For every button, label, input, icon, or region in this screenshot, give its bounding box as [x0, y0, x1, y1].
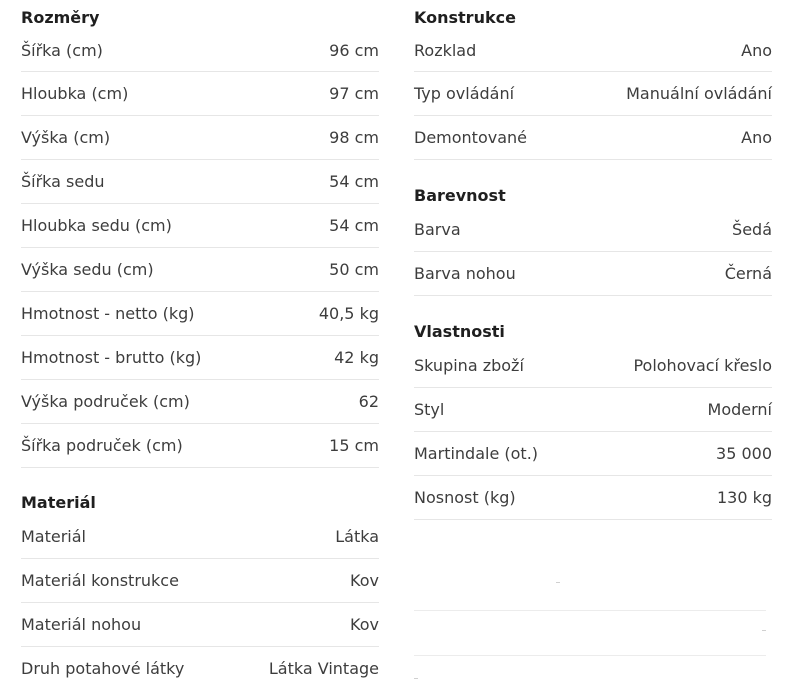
- spec-value: Kov: [350, 571, 379, 590]
- section-title-konstrukce: Konstrukce: [414, 8, 516, 27]
- spec-row: [414, 72, 772, 116]
- section-title-material: Materiál: [21, 493, 96, 512]
- spec-row: [21, 559, 379, 603]
- spec-label: Hmotnost - brutto (kg): [21, 348, 202, 367]
- section-vlastnosti: [414, 321, 772, 520]
- spec-label: Šířka područek (cm): [21, 436, 183, 455]
- spec-label: Styl: [414, 400, 445, 419]
- spec-value: 62: [358, 392, 379, 411]
- section-title-vlastnosti: Vlastnosti: [414, 322, 505, 341]
- spec-label: Nosnost (kg): [414, 488, 516, 507]
- section-title-rozmery: Rozměry: [21, 8, 100, 27]
- divider: [414, 610, 766, 611]
- spec-label: Skupina zboží: [414, 355, 524, 375]
- spec-label: Hloubka sedu (cm): [21, 216, 172, 235]
- spec-row: [21, 204, 379, 248]
- spec-row: [414, 252, 772, 296]
- spec-value: 35 000: [716, 444, 772, 463]
- spec-value: 98 cm: [329, 128, 379, 147]
- spec-label: Materiál nohou: [21, 615, 142, 634]
- spec-row: [21, 29, 379, 72]
- section-barevnost: [414, 185, 772, 296]
- spec-row: [21, 647, 379, 690]
- spec-row: [21, 514, 379, 559]
- spec-label: Demontované: [414, 128, 527, 147]
- spec-value: 42 kg: [334, 348, 379, 367]
- spec-value: Polohovací křeslo: [633, 355, 772, 375]
- spec-label: Šířka sedu: [21, 172, 105, 191]
- spec-label: Martindale (ot.): [414, 444, 539, 463]
- spec-row: [21, 72, 379, 116]
- divider: [414, 655, 766, 656]
- spec-value: Látka Vintage: [268, 659, 379, 678]
- artifact-dot: [414, 678, 418, 679]
- spec-row: [414, 388, 772, 432]
- spec-row: [21, 248, 379, 292]
- spec-row: [21, 336, 379, 380]
- spec-value: 54 cm: [329, 216, 379, 235]
- section-material: [21, 492, 379, 690]
- spec-value: Ano: [741, 40, 772, 60]
- spec-value: Černá: [724, 264, 772, 283]
- spec-label: Typ ovládání: [414, 84, 515, 103]
- spec-row: [21, 603, 379, 647]
- spec-row: [414, 207, 772, 252]
- spec-value: 54 cm: [329, 172, 379, 191]
- spec-row: [21, 424, 379, 468]
- spec-label: Rozklad: [414, 40, 477, 60]
- spec-value: 130 kg: [716, 488, 772, 507]
- section-rozmery: [21, 7, 379, 468]
- spec-row: [21, 380, 379, 424]
- section-title-barevnost: Barevnost: [414, 186, 506, 205]
- spec-label: Výška područek (cm): [21, 392, 190, 411]
- spec-label: Materiál konstrukce: [21, 571, 179, 590]
- spec-row: [21, 116, 379, 160]
- spec-value: Látka: [335, 526, 379, 546]
- spec-value: Manuální ovládání: [626, 84, 772, 103]
- spec-label: Hloubka (cm): [21, 84, 129, 103]
- spec-label: Barva: [414, 219, 461, 239]
- spec-row: [21, 292, 379, 336]
- spec-value: Ano: [741, 128, 772, 147]
- spec-value: 15 cm: [329, 436, 379, 455]
- spec-label: Materiál: [21, 526, 86, 546]
- spec-label: Hmotnost - netto (kg): [21, 304, 195, 323]
- spec-label: Výška (cm): [21, 128, 111, 147]
- artifact-dot: [762, 630, 766, 631]
- spec-value: 97 cm: [329, 84, 379, 103]
- spec-value: 40,5 kg: [318, 304, 379, 323]
- spec-row: [414, 116, 772, 160]
- spec-label: Druh potahové látky: [21, 659, 185, 678]
- spec-value: Kov: [350, 615, 379, 634]
- spec-row: [414, 29, 772, 72]
- spec-value: Šedá: [732, 219, 772, 239]
- section-konstrukce: [414, 7, 772, 160]
- spec-row: [414, 476, 772, 520]
- spec-row: [21, 160, 379, 204]
- spec-value: 96 cm: [329, 40, 379, 60]
- spec-label: Šířka (cm): [21, 40, 103, 60]
- artifact-dot: [556, 582, 560, 583]
- spec-label: Barva nohou: [414, 264, 516, 283]
- spec-row: [414, 343, 772, 388]
- spec-row: [414, 432, 772, 476]
- spec-value: 50 cm: [329, 260, 379, 279]
- spec-value: Moderní: [707, 400, 772, 419]
- spec-label: Výška sedu (cm): [21, 260, 154, 279]
